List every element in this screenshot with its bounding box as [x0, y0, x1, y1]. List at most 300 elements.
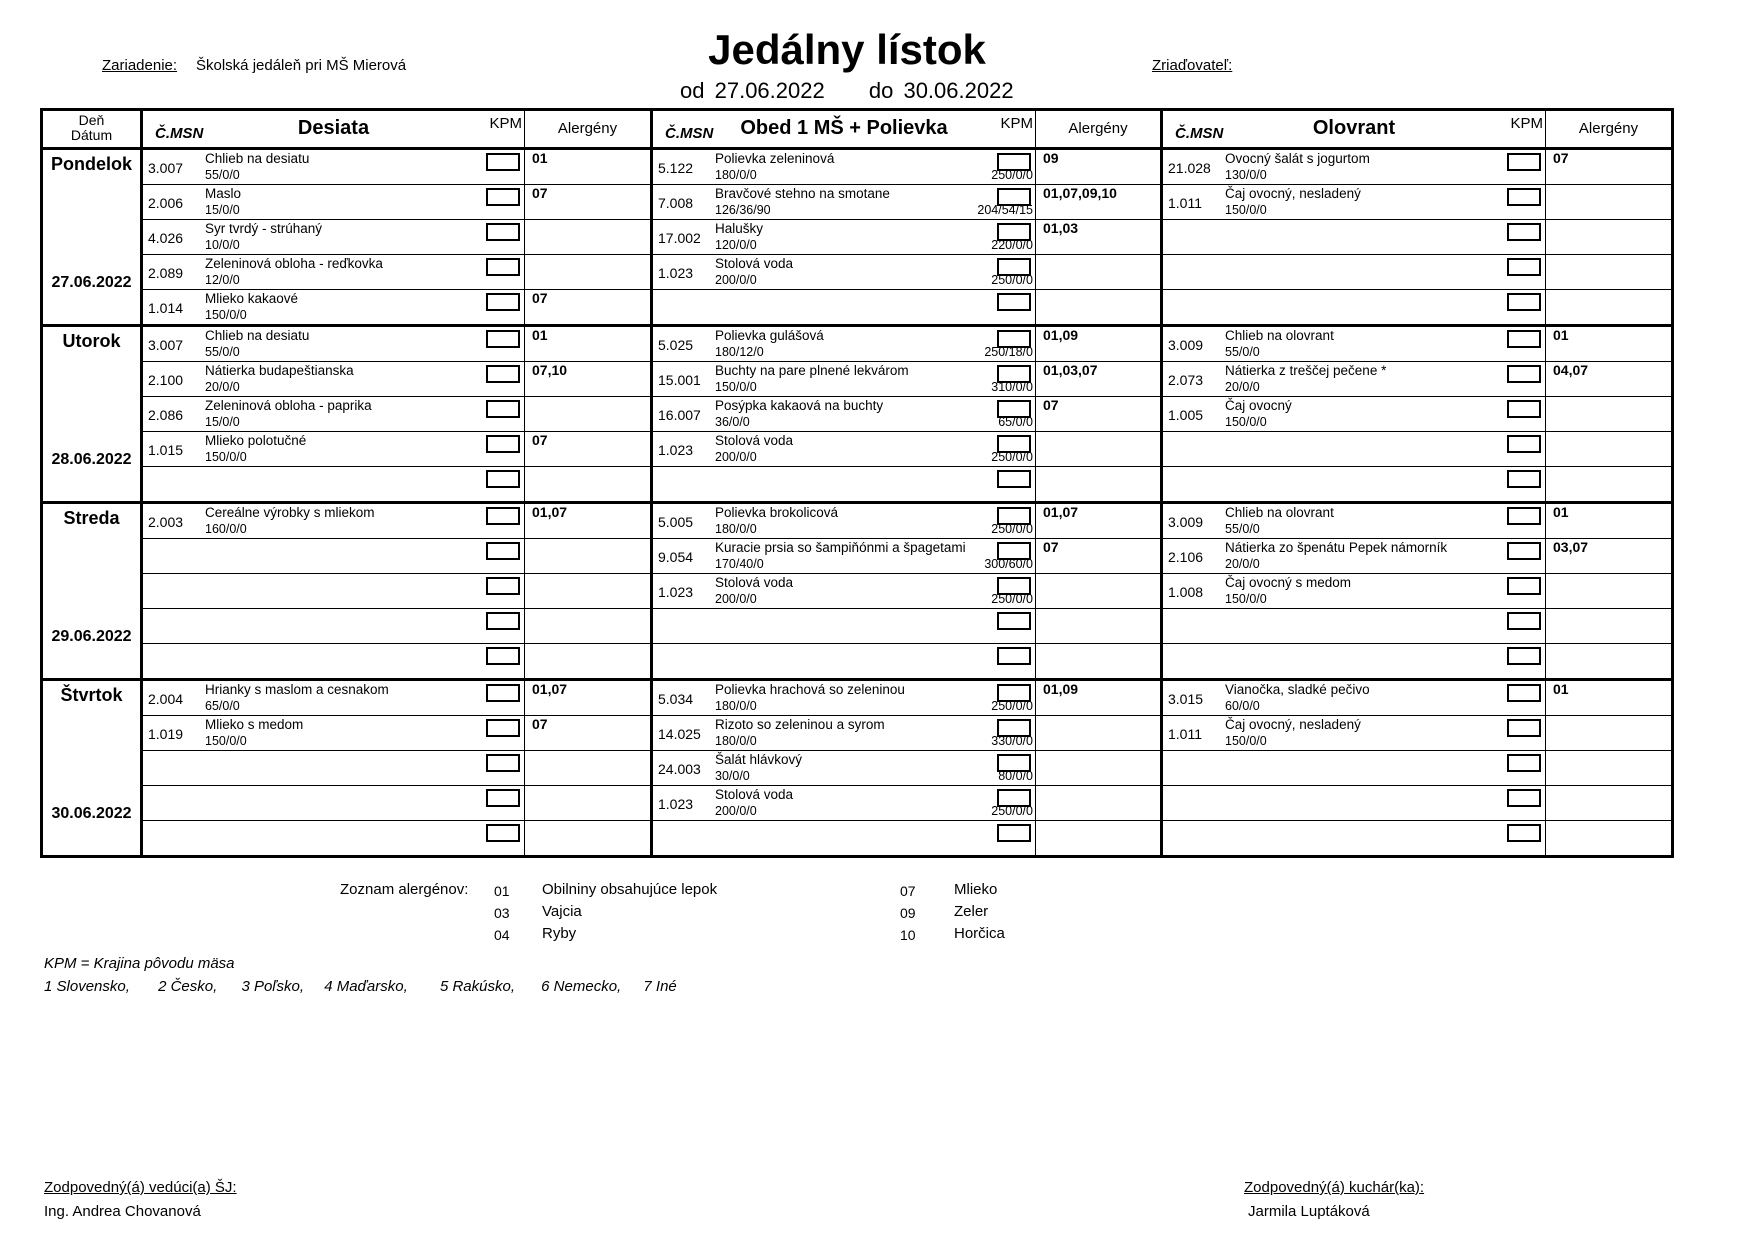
- kpm-checkbox[interactable]: [486, 435, 520, 453]
- kpm-checkbox[interactable]: [486, 754, 520, 772]
- kpm-checkbox[interactable]: [486, 824, 520, 842]
- olovrant-item: [1163, 644, 1545, 678]
- allergen-codes: 01: [1553, 327, 1569, 343]
- obed-item-cell: [652, 290, 1036, 326]
- kpm-checkbox[interactable]: [997, 330, 1031, 348]
- item-code: 1.015: [148, 442, 184, 458]
- kpm-country: 6 Nemecko,: [541, 978, 622, 995]
- kpm-checkbox[interactable]: [486, 153, 520, 171]
- olovrant-allergens-cell: [1546, 751, 1673, 786]
- item-amount: 55/0/0: [205, 168, 240, 182]
- menu-row: [42, 680, 1673, 716]
- item-name: Zeleninová obloha - reďkovka: [205, 256, 383, 271]
- kpm-checkbox[interactable]: [997, 824, 1031, 842]
- desiata-allergens-cell: [525, 539, 652, 574]
- obed-allergens-cell: [1036, 220, 1162, 255]
- allergen-codes: [1546, 574, 1553, 591]
- obed-allergens-cell: [1036, 467, 1162, 503]
- allergen-codes: 01,03,07: [1043, 362, 1098, 378]
- desiata-item: [143, 397, 524, 431]
- desiata-item: [143, 539, 524, 573]
- kpm-checkbox[interactable]: [486, 542, 520, 560]
- desiata-allergens-cell: [525, 786, 652, 821]
- obed-item: [653, 574, 1035, 608]
- item-code: 3.009: [1168, 514, 1204, 530]
- item-name: Buchty na pare plnené lekvárom: [715, 363, 909, 378]
- allergen-codes: 01,07: [532, 681, 568, 697]
- item-name: Stolová voda: [715, 433, 794, 448]
- obed-allergens-cell: [1036, 397, 1162, 432]
- kpm-checkbox[interactable]: [486, 507, 520, 525]
- item-name: Maslo: [205, 186, 242, 201]
- kpm-checkbox[interactable]: [1507, 293, 1541, 311]
- desiata-item-cell: [142, 716, 525, 751]
- olovrant-allergens-cell: [1546, 220, 1673, 255]
- item-amount: 15/0/0: [205, 415, 240, 429]
- item-code: 7.008: [658, 195, 694, 211]
- kpm-checkbox[interactable]: [1507, 435, 1541, 453]
- desiata-item-cell: [142, 786, 525, 821]
- item-amount: 30/0/0: [715, 769, 750, 783]
- header-date: Dátum: [70, 127, 113, 143]
- obed-item: [653, 504, 1035, 538]
- kpm-checkbox[interactable]: [486, 647, 520, 665]
- menu-row: [42, 220, 1673, 255]
- header-olovrant: [1162, 110, 1546, 149]
- desiata-item: [143, 467, 524, 501]
- allergen-codes: 01,07: [1043, 504, 1079, 520]
- kpm-checkbox[interactable]: [1507, 188, 1541, 206]
- kpm-checkbox[interactable]: [997, 223, 1031, 241]
- item-code: 2.003: [148, 514, 184, 530]
- item-code: 2.100: [148, 372, 184, 388]
- kpm-checkbox[interactable]: [1507, 400, 1541, 418]
- kpm-checkbox[interactable]: [486, 684, 520, 702]
- desiata-item: [143, 644, 524, 678]
- desiata-item-cell: [142, 397, 525, 432]
- allergen-name: Obilniny obsahujúce lepok: [542, 881, 718, 898]
- obed-item: [653, 397, 1035, 431]
- desiata-item: [143, 609, 524, 643]
- obed-allergens-cell: [1036, 716, 1162, 751]
- founder-label: Zriaďovateľ:: [1152, 57, 1233, 74]
- desiata-item-cell: [142, 539, 525, 574]
- desiata-allergens-cell: [525, 220, 652, 255]
- allergen-codes: 01,07,09,10: [1043, 185, 1117, 201]
- kpm-checkbox[interactable]: [997, 470, 1031, 488]
- olovrant-allergens-cell: [1546, 821, 1673, 857]
- olovrant-item-cell: [1162, 326, 1546, 362]
- kpm-checkbox[interactable]: [486, 223, 520, 241]
- menu-row: [42, 397, 1673, 432]
- item-amount: 150/0/0: [1225, 203, 1267, 217]
- header-day: Deň: [78, 112, 105, 128]
- item-name: Mlieko s medom: [205, 717, 304, 732]
- olovrant-item: [1163, 504, 1545, 538]
- obed-item-cell: [652, 255, 1036, 290]
- olovrant-item: [1163, 467, 1545, 501]
- header-allergens: Alergény: [1546, 110, 1673, 149]
- allergen-codes: [1036, 716, 1043, 733]
- obed-allergens-cell: [1036, 609, 1162, 644]
- allergen-codes: [525, 539, 532, 556]
- page-title: Jedálny lístok: [708, 26, 986, 73]
- item-portion: 65/0/0: [998, 415, 1033, 429]
- menu-row: [42, 751, 1673, 786]
- item-amount: 200/0/0: [715, 592, 757, 606]
- obed-item-cell: [652, 467, 1036, 503]
- day-date: 27.06.2022: [51, 274, 132, 291]
- kpm-checkbox[interactable]: [997, 647, 1031, 665]
- item-code: 2.006: [148, 195, 184, 211]
- item-code: 2.004: [148, 691, 184, 707]
- allergen-codes: 07,10: [532, 362, 568, 378]
- allergen-codes: 01: [532, 150, 548, 166]
- desiata-allergens-cell: [525, 397, 652, 432]
- kpm-checkbox[interactable]: [997, 789, 1031, 807]
- desiata-allergens-cell: [525, 467, 652, 503]
- manager-label: Zodpovedný(á) vedúci(a) ŠJ:: [44, 1179, 237, 1196]
- kpm-checkbox[interactable]: [486, 577, 520, 595]
- kpm-checkbox[interactable]: [997, 612, 1031, 630]
- allergen-name: Zeler: [954, 903, 989, 920]
- obed-item: [653, 467, 1035, 501]
- header-allergens: Alergény: [1036, 110, 1162, 149]
- obed-item-cell: [652, 644, 1036, 680]
- menu-row: [42, 149, 1673, 185]
- item-name: Čaj ovocný s medom: [1225, 575, 1352, 590]
- allergen-codes: 01: [532, 327, 548, 343]
- item-amount: 200/0/0: [715, 450, 757, 464]
- day-cell: [42, 503, 142, 680]
- olovrant-allergens-cell: [1546, 255, 1673, 290]
- obed-item-cell: [652, 574, 1036, 609]
- olovrant-item: [1163, 609, 1545, 643]
- kpm-checkbox[interactable]: [1507, 754, 1541, 772]
- item-portion: 300/60/0: [984, 557, 1033, 571]
- item-amount: 150/0/0: [205, 450, 247, 464]
- desiata-allergens-cell: [525, 290, 652, 326]
- olovrant-item-cell: [1162, 149, 1546, 185]
- from-label: od: [680, 78, 705, 103]
- day-date: 29.06.2022: [51, 628, 132, 645]
- item-amount: 180/12/0: [715, 345, 764, 359]
- allergen-code: 10: [900, 927, 916, 943]
- item-portion: 330/0/0: [991, 734, 1033, 748]
- olovrant-allergens-cell: [1546, 467, 1673, 503]
- olovrant-item-cell: [1162, 786, 1546, 821]
- allergen-codes: [1036, 751, 1043, 768]
- desiata-item-cell: [142, 185, 525, 220]
- item-amount: 126/36/90: [715, 203, 771, 217]
- obed-allergens-cell: [1036, 432, 1162, 467]
- kpm-checkbox[interactable]: [997, 293, 1031, 311]
- olovrant-allergens-cell: [1546, 644, 1673, 680]
- obed-item-cell: [652, 326, 1036, 362]
- kpm-checkbox[interactable]: [486, 330, 520, 348]
- kpm-checkbox[interactable]: [1507, 153, 1541, 171]
- item-amount: 200/0/0: [715, 273, 757, 287]
- kpm-country: 5 Rakúsko,: [439, 978, 515, 995]
- item-code: 1.023: [658, 265, 694, 281]
- kpm-country: 3 Poľsko,: [241, 978, 305, 995]
- facility-label: Zariadenie:: [102, 57, 178, 74]
- olovrant-item: [1163, 716, 1545, 750]
- obed-item: [653, 150, 1035, 184]
- kpm-checkbox[interactable]: [1507, 824, 1541, 842]
- kpm-country: 7 Iné: [643, 978, 677, 995]
- item-name: Chlieb na olovrant: [1225, 328, 1334, 343]
- desiata-item-cell: [142, 326, 525, 362]
- item-amount: 160/0/0: [205, 522, 247, 536]
- obed-item: [653, 539, 1035, 573]
- item-amount: 180/0/0: [715, 168, 757, 182]
- desiata-allergens-cell: [525, 185, 652, 220]
- kpm-checkbox[interactable]: [486, 365, 520, 383]
- item-code: 9.054: [658, 549, 694, 565]
- desiata-item-cell: [142, 149, 525, 185]
- allergen-codes: [525, 786, 532, 803]
- olovrant-allergens-cell: [1546, 574, 1673, 609]
- obed-item-cell: [652, 432, 1036, 467]
- olovrant-item: [1163, 751, 1545, 785]
- item-code: 14.025: [658, 726, 701, 742]
- allergen-codes: 09: [1043, 150, 1059, 166]
- olovrant-item-cell: [1162, 432, 1546, 467]
- kpm-checkbox[interactable]: [1507, 719, 1541, 737]
- obed-item: [653, 609, 1035, 643]
- item-code: 2.106: [1168, 549, 1204, 565]
- header-obed-title: Obed 1 MŠ + Polievka: [740, 117, 948, 139]
- item-name: Stolová voda: [715, 575, 794, 590]
- item-name: Chlieb na desiatu: [205, 151, 310, 166]
- item-code: 21.028: [1168, 160, 1211, 176]
- desiata-allergens-cell: [525, 716, 652, 751]
- item-code: 1.023: [658, 442, 694, 458]
- allergen-codes: [525, 751, 532, 768]
- item-amount: 36/0/0: [715, 415, 750, 429]
- desiata-item-cell: [142, 609, 525, 644]
- desiata-item-cell: [142, 362, 525, 397]
- day-cell: [42, 149, 142, 326]
- kpm-checkbox[interactable]: [1507, 789, 1541, 807]
- desiata-item: [143, 362, 524, 396]
- desiata-item-cell: [142, 467, 525, 503]
- kpm-checkbox[interactable]: [997, 542, 1031, 560]
- item-code: 3.007: [148, 337, 184, 353]
- obed-item: [653, 220, 1035, 254]
- kpm-checkbox[interactable]: [486, 188, 520, 206]
- menu-row: [42, 644, 1673, 680]
- obed-item: [653, 716, 1035, 750]
- obed-item-cell: [652, 680, 1036, 716]
- olovrant-item-cell: [1162, 255, 1546, 290]
- kpm-checkbox[interactable]: [997, 153, 1031, 171]
- allergen-codes: [1546, 467, 1553, 484]
- item-amount: 55/0/0: [205, 345, 240, 359]
- item-code: 1.014: [148, 300, 184, 316]
- olovrant-item: [1163, 432, 1545, 466]
- item-portion: 80/0/0: [998, 769, 1033, 783]
- allergen-codes: [525, 220, 532, 237]
- kpm-checkbox[interactable]: [1507, 507, 1541, 525]
- menu-row: [42, 185, 1673, 220]
- header-msn: Č.MSN: [155, 125, 204, 142]
- item-amount: 60/0/0: [1225, 699, 1260, 713]
- kpm-checkbox[interactable]: [1507, 542, 1541, 560]
- desiata-item-cell: [142, 574, 525, 609]
- allergen-code: 07: [900, 883, 916, 899]
- item-name: Polievka zeleninová: [715, 151, 835, 166]
- item-portion: 250/0/0: [991, 168, 1033, 182]
- kpm-checkbox[interactable]: [1507, 258, 1541, 276]
- obed-allergens-cell: [1036, 680, 1162, 716]
- olovrant-allergens-cell: [1546, 539, 1673, 574]
- item-portion: 220/0/0: [991, 238, 1033, 252]
- kpm-checkbox[interactable]: [486, 293, 520, 311]
- item-name: Nátierka zo špenátu Pepek námorník: [1225, 540, 1448, 555]
- desiata-allergens-cell: [525, 751, 652, 786]
- kpm-checkbox[interactable]: [997, 684, 1031, 702]
- manager-name: Ing. Andrea Chovanová: [44, 1203, 201, 1220]
- menu-row: [42, 326, 1673, 362]
- obed-item-cell: [652, 609, 1036, 644]
- allergen-legend-label: Zoznam alergénov:: [340, 881, 469, 898]
- kpm-checkbox[interactable]: [1507, 684, 1541, 702]
- kpm-checkbox[interactable]: [486, 612, 520, 630]
- item-name: Stolová voda: [715, 787, 794, 802]
- allergen-codes: [1036, 644, 1043, 661]
- desiata-item: [143, 681, 524, 715]
- day-date: 28.06.2022: [51, 451, 132, 468]
- olovrant-item: [1163, 397, 1545, 431]
- olovrant-allergens-cell: [1546, 609, 1673, 644]
- allergen-codes: 01,09: [1043, 327, 1079, 343]
- kpm-checkbox[interactable]: [1507, 577, 1541, 595]
- olovrant-item: [1163, 362, 1545, 396]
- allergen-code: 04: [494, 927, 510, 943]
- item-code: 5.122: [658, 160, 694, 176]
- kpm-country: 4 Maďarsko,: [324, 978, 408, 995]
- olovrant-item: [1163, 150, 1545, 184]
- item-name: Nátierka z treščej pečene *: [1225, 363, 1387, 378]
- olovrant-item-cell: [1162, 821, 1546, 857]
- allergen-codes: [1546, 255, 1553, 272]
- allergen-codes: [1546, 644, 1553, 661]
- desiata-allergens-cell: [525, 574, 652, 609]
- obed-allergens-cell: [1036, 290, 1162, 326]
- item-code: 1.011: [1168, 195, 1202, 211]
- allergen-codes: 07: [1043, 539, 1059, 555]
- item-amount: 200/0/0: [715, 804, 757, 818]
- kpm-checkbox[interactable]: [997, 507, 1031, 525]
- desiata-item: [143, 255, 524, 289]
- allergen-codes: [525, 397, 532, 414]
- obed-item-cell: [652, 751, 1036, 786]
- kpm-checkbox[interactable]: [997, 400, 1031, 418]
- allergen-codes: 04,07: [1553, 362, 1589, 378]
- olovrant-item: [1163, 786, 1545, 820]
- facility-value: Školská jedáleň pri MŠ Mierová: [196, 57, 407, 74]
- kpm-checkbox[interactable]: [997, 719, 1031, 737]
- item-code: 1.023: [658, 584, 694, 600]
- item-name: Posýpka kakaová na buchty: [715, 398, 884, 413]
- allergen-codes: 01,09: [1043, 681, 1079, 697]
- desiata-item: [143, 821, 524, 855]
- kpm-checkbox[interactable]: [486, 789, 520, 807]
- obed-item: [653, 327, 1035, 361]
- desiata-item-cell: [142, 644, 525, 680]
- allergen-codes: [1546, 185, 1553, 202]
- olovrant-item: [1163, 255, 1545, 289]
- olovrant-allergens-cell: [1546, 680, 1673, 716]
- obed-item-cell: [652, 786, 1036, 821]
- allergen-codes: 01,07: [532, 504, 568, 520]
- obed-allergens-cell: [1036, 362, 1162, 397]
- kpm-checkbox[interactable]: [997, 258, 1031, 276]
- kpm-checkbox[interactable]: [486, 258, 520, 276]
- kpm-checkbox[interactable]: [1507, 365, 1541, 383]
- desiata-item: [143, 432, 524, 466]
- item-amount: 180/0/0: [715, 734, 757, 748]
- kpm-checkbox[interactable]: [486, 719, 520, 737]
- item-code: 24.003: [658, 761, 701, 777]
- desiata-item: [143, 504, 524, 538]
- desiata-item-cell: [142, 680, 525, 716]
- kpm-checkbox[interactable]: [1507, 612, 1541, 630]
- obed-item: [653, 681, 1035, 715]
- item-name: Chlieb na olovrant: [1225, 505, 1334, 520]
- kpm-checkbox[interactable]: [486, 400, 520, 418]
- allergen-codes: [525, 255, 532, 272]
- item-name: Čaj ovocný: [1225, 398, 1292, 413]
- olovrant-item-cell: [1162, 609, 1546, 644]
- desiata-item: [143, 290, 524, 324]
- kpm-checkbox[interactable]: [997, 435, 1031, 453]
- kpm-checkbox[interactable]: [997, 188, 1031, 206]
- olovrant-item-cell: [1162, 680, 1546, 716]
- obed-item: [653, 255, 1035, 289]
- kpm-checkbox[interactable]: [1507, 223, 1541, 241]
- item-portion: 250/0/0: [991, 273, 1033, 287]
- kpm-checkbox[interactable]: [486, 470, 520, 488]
- header-msn: Č.MSN: [1175, 125, 1224, 142]
- desiata-item-cell: [142, 432, 525, 467]
- kpm-checkbox[interactable]: [1507, 647, 1541, 665]
- kpm-checkbox[interactable]: [1507, 470, 1541, 488]
- day-name: Utorok: [62, 331, 121, 351]
- item-amount: 150/0/0: [1225, 734, 1267, 748]
- desiata-allergens-cell: [525, 644, 652, 680]
- menu-row: [42, 574, 1673, 609]
- allergen-codes: [1546, 220, 1553, 237]
- allergen-codes: 07: [1043, 397, 1059, 413]
- olovrant-item: [1163, 539, 1545, 573]
- kpm-checkbox[interactable]: [997, 365, 1031, 383]
- allergen-codes: [1036, 609, 1043, 626]
- allergen-code: 03: [494, 905, 510, 921]
- kpm-checkbox[interactable]: [1507, 330, 1541, 348]
- kpm-checkbox[interactable]: [997, 754, 1031, 772]
- olovrant-item: [1163, 327, 1545, 361]
- item-name: Polievka gulášová: [715, 328, 824, 343]
- item-name: Stolová voda: [715, 256, 794, 271]
- menu-row: [42, 539, 1673, 574]
- olovrant-item-cell: [1162, 503, 1546, 539]
- obed-item-cell: [652, 397, 1036, 432]
- allergen-codes: 07: [532, 432, 548, 448]
- kpm-checkbox[interactable]: [997, 577, 1031, 595]
